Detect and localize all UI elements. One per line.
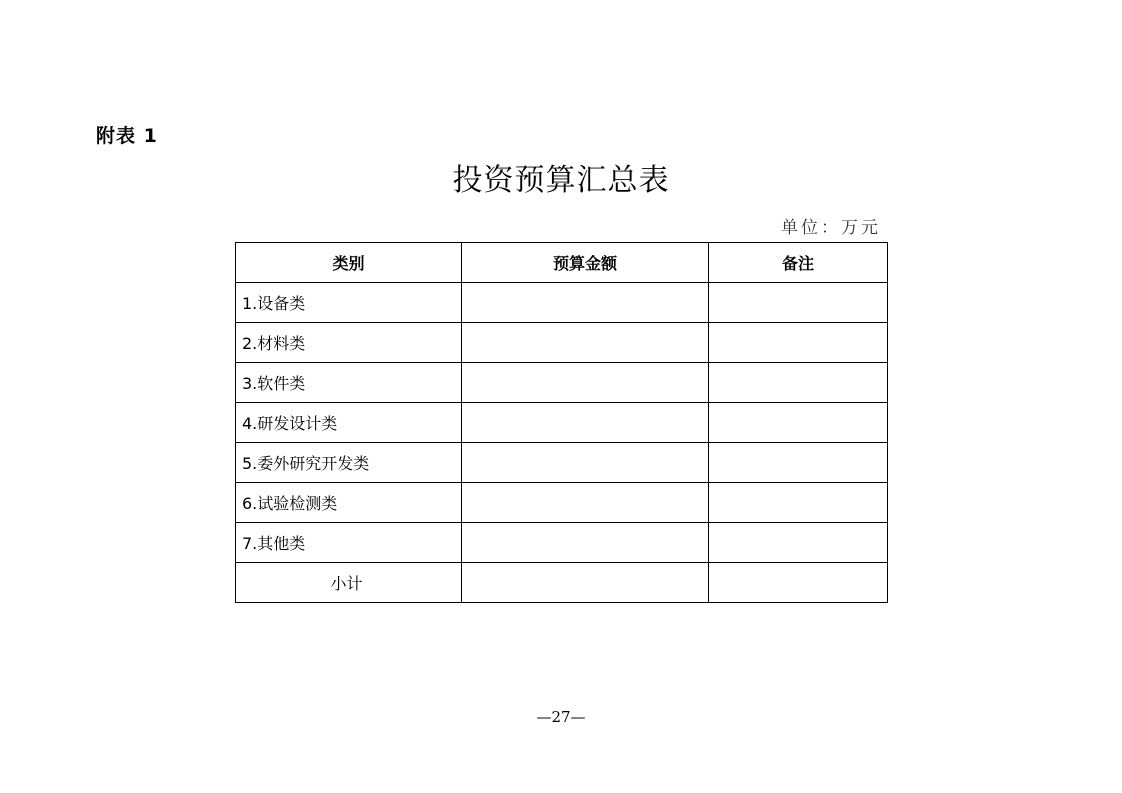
attachment-label: 附表 1 [96,125,158,147]
table-header-row [236,243,888,283]
subtotal-amount-cell [462,563,709,603]
page-number: —27— [536,708,586,726]
row-note-cell [709,323,888,363]
table-row [236,323,888,363]
subtotal-row [236,563,888,603]
row-amount-cell [462,363,709,403]
table-row [236,523,888,563]
table-row [236,443,888,483]
table-row [236,403,888,443]
row-amount-cell [462,483,709,523]
row-note-cell [709,483,888,523]
row-category: 6.试验检测类 [236,483,462,523]
row-amount-cell [462,523,709,563]
page-title: 投资预算汇总表 [452,163,670,198]
row-category: 3.软件类 [236,363,462,403]
table-row [236,283,888,323]
header-remarks: 备注 [709,243,888,283]
row-note-cell [709,403,888,443]
row-amount-cell [462,403,709,443]
subtotal-note-cell [709,563,888,603]
row-note-cell [709,283,888,323]
header-category: 类别 [236,243,462,283]
subtotal-label: 小计 [236,563,462,603]
row-category: 4.研发设计类 [236,403,462,443]
budget-summary-table [235,242,888,603]
row-amount-cell [462,323,709,363]
row-note-cell [709,363,888,403]
unit-label: 单位：万元 [781,218,881,238]
row-note-cell [709,443,888,483]
table-row [236,483,888,523]
row-note-cell [709,523,888,563]
table-row [236,363,888,403]
row-category: 2.材料类 [236,323,462,363]
header-budget-amount: 预算金额 [462,243,709,283]
row-category: 7.其他类 [236,523,462,563]
row-amount-cell [462,283,709,323]
row-category: 5.委外研究开发类 [236,443,462,483]
row-amount-cell [462,443,709,483]
row-category: 1.设备类 [236,283,462,323]
